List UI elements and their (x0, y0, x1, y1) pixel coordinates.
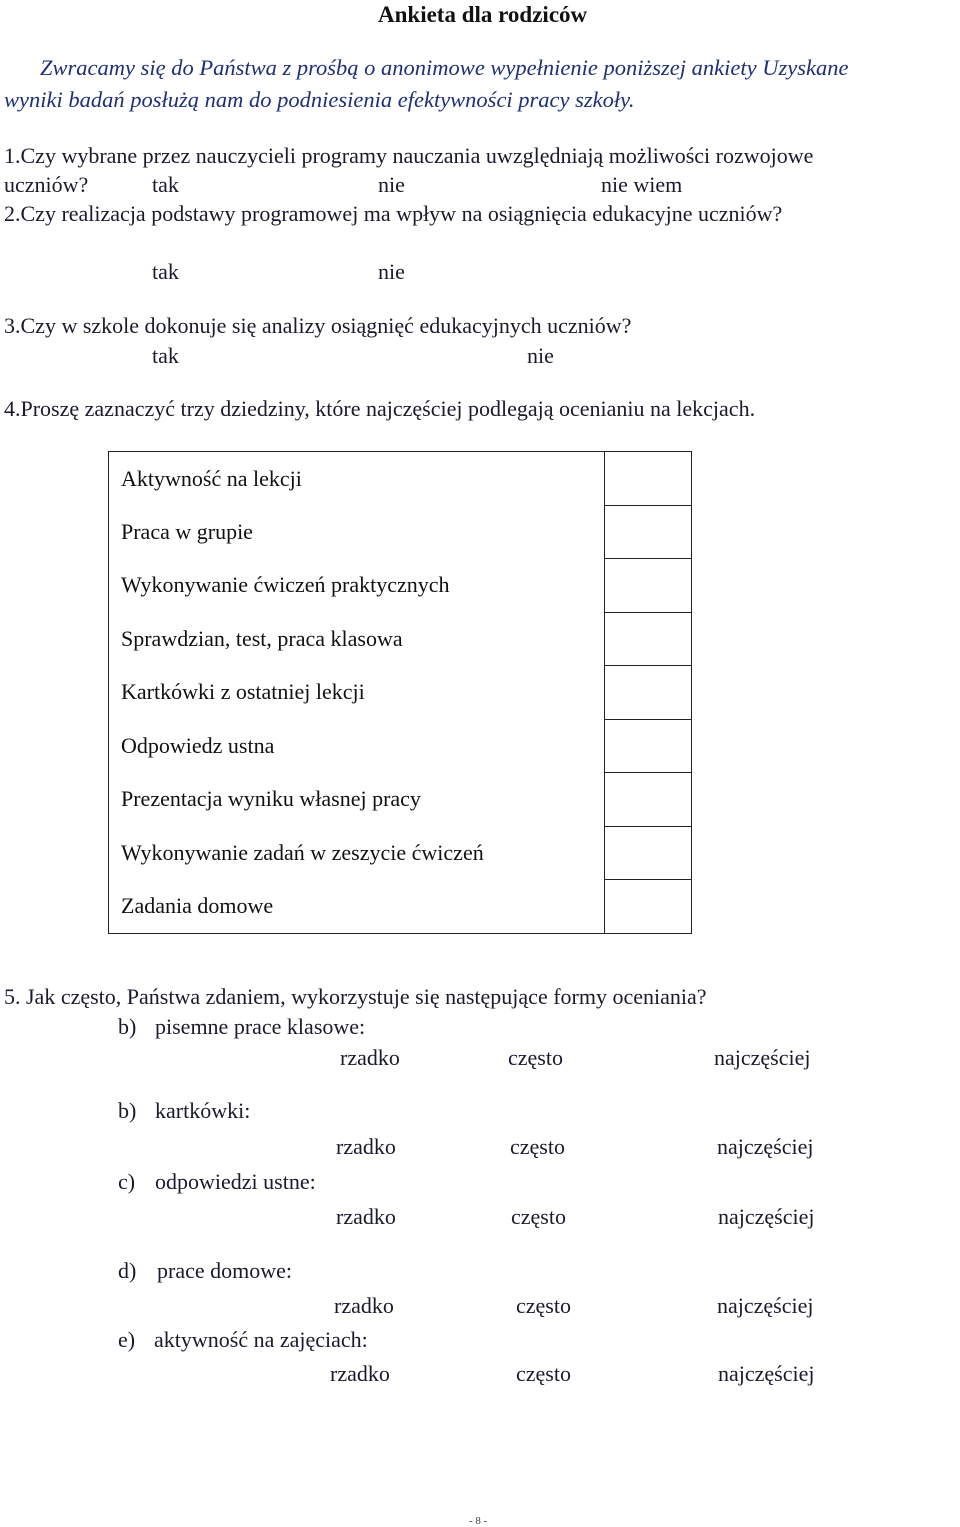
q1-option-no[interactable]: nie (378, 172, 405, 197)
q5-option-most-often[interactable]: najczęściej (717, 1293, 814, 1318)
area-label: Praca w grupie (109, 505, 605, 559)
area-label: Kartkówki z ostatniej lekcji (109, 666, 605, 720)
q5-option-often[interactable]: często (516, 1293, 571, 1318)
area-checkbox[interactable] (605, 666, 692, 720)
table-row (109, 826, 692, 880)
q5-option-rarely[interactable]: rzadko (336, 1134, 396, 1159)
area-label: Odpowiedz ustna (109, 719, 605, 773)
question-5-text: 5. Jak często, Państwa zdaniem, wykorzystuje się następujące formy oceniania? (4, 984, 707, 1009)
table-row (109, 880, 692, 934)
table-row (109, 612, 692, 666)
q5-item-label: odpowiedzi ustne: (155, 1169, 316, 1194)
area-checkbox[interactable] (605, 826, 692, 880)
area-checkbox[interactable] (605, 612, 692, 666)
table-row (109, 773, 692, 827)
q1-option-yes[interactable]: tak (152, 172, 179, 197)
q2-option-no[interactable]: nie (378, 259, 405, 284)
q5-item-label: kartkówki: (155, 1098, 251, 1123)
area-checkbox[interactable] (605, 880, 692, 934)
q2-option-yes[interactable]: tak (152, 259, 179, 284)
area-label: Aktywność na lekcji (109, 452, 605, 506)
intro-text-line-2: wyniki badań posłużą nam do podniesienia efektywności pracy szkoły. (4, 87, 635, 112)
question-2-text: 2.Czy realizacja podstawy programowej ma wpływ na osiągnięcia edukacyjne uczniów? (4, 201, 783, 226)
area-checkbox[interactable] (605, 559, 692, 613)
q5-item-marker: c) (118, 1169, 136, 1194)
q5-option-most-often[interactable]: najczęściej (717, 1134, 814, 1159)
table-row (109, 719, 692, 773)
area-checkbox[interactable] (605, 719, 692, 773)
question-1-text: 1.Czy wybrane przez nauczycieli programy nauczania uwzględniają możliwości rozwojowe (4, 143, 814, 168)
intro-text-line-1: Zwracamy się do Państwa z prośbą o anonimowe wypełnienie poniższej ankiety Uzyskane (40, 55, 849, 80)
area-label: Sprawdzian, test, praca klasowa (109, 612, 605, 666)
area-label: Zadania domowe (109, 880, 605, 934)
question-1-text-cont: uczniów? (4, 172, 89, 197)
table-row (109, 452, 692, 506)
q5-option-most-often[interactable]: najczęściej (718, 1361, 815, 1386)
q5-option-most-often[interactable]: najczęściej (714, 1045, 811, 1070)
assessment-areas-table (108, 451, 692, 934)
q5-item-label: aktywność na zajęciach: (154, 1327, 368, 1352)
q5-option-rarely[interactable]: rzadko (336, 1204, 396, 1229)
q5-item-marker: d) (118, 1258, 137, 1283)
q5-option-rarely[interactable]: rzadko (340, 1045, 400, 1070)
q3-option-no[interactable]: nie (527, 343, 554, 368)
q5-option-often[interactable]: często (508, 1045, 563, 1070)
area-checkbox[interactable] (605, 773, 692, 827)
q5-option-most-often[interactable]: najczęściej (718, 1204, 815, 1229)
q5-item-marker: e) (118, 1327, 136, 1352)
question-3-text: 3.Czy w szkole dokonuje się analizy osiągnięć edukacyjnych uczniów? (4, 313, 632, 338)
area-checkbox[interactable] (605, 505, 692, 559)
area-label: Wykonywanie zadań w zeszycie ćwiczeń (109, 826, 605, 880)
page-number: - 8 - (469, 1515, 488, 1527)
q5-option-often[interactable]: często (511, 1204, 566, 1229)
question-4-text: 4.Proszę zaznaczyć trzy dziedziny, które najczęściej podlegają ocenianiu na lekcjach. (4, 396, 756, 421)
q5-item-label: pisemne prace klasowe: (155, 1014, 366, 1039)
page-title: Ankieta dla rodziców (378, 2, 588, 27)
q5-option-often[interactable]: często (516, 1361, 571, 1386)
q5-option-rarely[interactable]: rzadko (330, 1361, 390, 1386)
table-row (109, 559, 692, 613)
area-label: Prezentacja wyniku własnej pracy (109, 773, 605, 827)
q5-item-marker: b) (118, 1014, 137, 1039)
q5-option-rarely[interactable]: rzadko (334, 1293, 394, 1318)
q1-option-dont-know[interactable]: nie wiem (601, 172, 683, 197)
area-checkbox[interactable] (605, 452, 692, 506)
q3-option-yes[interactable]: tak (152, 343, 179, 368)
q5-option-often[interactable]: często (510, 1134, 565, 1159)
area-label: Wykonywanie ćwiczeń praktycznych (109, 559, 605, 613)
table-row (109, 505, 692, 559)
q5-item-marker: b) (118, 1098, 137, 1123)
q5-item-label: prace domowe: (157, 1258, 292, 1283)
table-row (109, 666, 692, 720)
